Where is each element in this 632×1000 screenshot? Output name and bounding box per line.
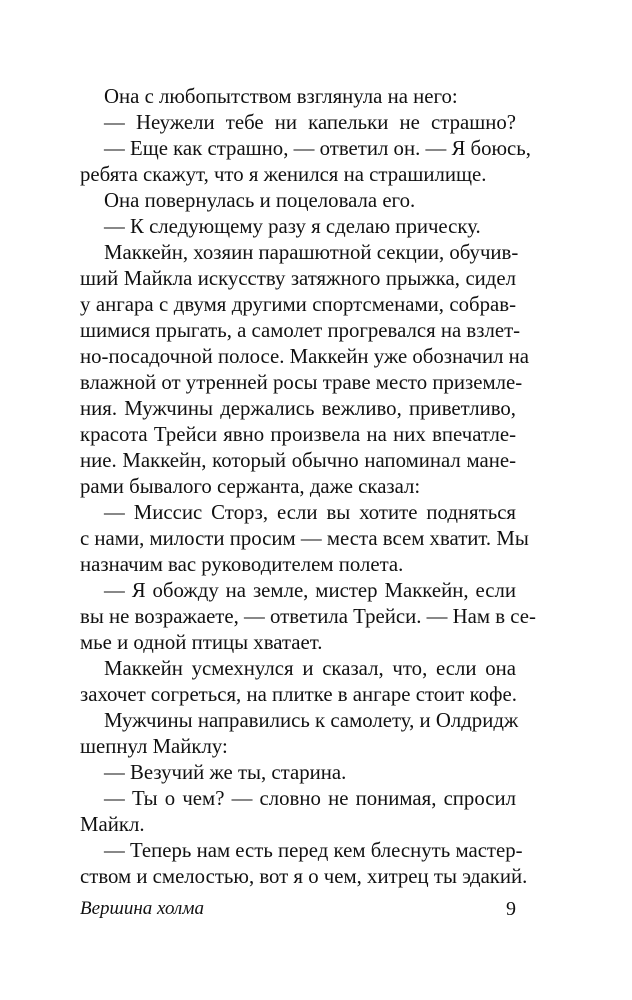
text-line: — Ты о чем? — словно не понимая, спросил bbox=[104, 787, 516, 810]
text-line: вы не возражаете, — ответила Трейси. — Нам в се- bbox=[80, 605, 536, 628]
text-line: Она с любопытством взглянула на него: bbox=[104, 85, 458, 108]
text-line: Маккейн, хозяин парашютной секции, обучив- bbox=[104, 241, 519, 264]
text-line: шимися прыгать, а самолет прогревался на взлет- bbox=[80, 319, 521, 342]
text-line: мье и одной птицы хватает. bbox=[80, 631, 323, 654]
page-number: 9 bbox=[506, 898, 516, 920]
text-line: ние. Маккейн, который обычно напоминал мане- bbox=[80, 449, 516, 472]
text-line: Мужчины направились к самолету, и Олдридж bbox=[104, 709, 519, 732]
text-line: красота Трейси явно произвела на них впечатле- bbox=[80, 423, 516, 446]
text-line: — Теперь нам есть перед кем блеснуть мастер- bbox=[104, 839, 523, 862]
text-line: — Неужели тебе ни капельки не страшно? bbox=[104, 111, 516, 134]
text-line: шепнул Майклу: bbox=[80, 735, 228, 758]
text-line: ния. Мужчины держались вежливо, приветливо, bbox=[80, 397, 516, 420]
text-line: ством и смелостью, вот я о чем, хитрец ты эдакий. bbox=[80, 865, 528, 888]
text-line: ший Майкла искусству затяжного прыжка, сидел bbox=[80, 267, 516, 290]
text-line: но-посадочной полосе. Маккейн уже обозначил на bbox=[80, 345, 530, 368]
text-line: с нами, милости просим — места всем хватит. Мы bbox=[80, 527, 529, 550]
text-line: влажной от утренней росы траве место приземле- bbox=[80, 371, 523, 394]
text-line: рами бывалого сержанта, даже сказал: bbox=[80, 475, 421, 498]
text-line: — Я обожду на земле, мистер Маккейн, если bbox=[104, 579, 516, 602]
running-footer-title: Вершина холма bbox=[80, 898, 204, 919]
text-line: — Еще как страшно, — ответил он. — Я боюсь, bbox=[104, 137, 531, 160]
text-line: — Везучий же ты, старина. bbox=[104, 761, 347, 784]
text-line: ребята скажут, что я женился на страшилище. bbox=[80, 163, 487, 186]
text-line: — К следующему разу я сделаю прическу. bbox=[104, 215, 481, 238]
text-line: Маккейн усмехнулся и сказал, что, если она bbox=[104, 657, 516, 680]
text-line: — Миссис Сторз, если вы хотите подняться bbox=[104, 501, 516, 524]
text-line: у ангара с двумя другими спортсменами, собрав- bbox=[80, 293, 516, 316]
text-line: захочет согреться, на плитке в ангаре стоит кофе. bbox=[80, 683, 517, 706]
text-line: Она повернулась и поцеловала его. bbox=[104, 189, 416, 212]
text-line: Майкл. bbox=[80, 813, 145, 836]
text-line: назначим вас руководителем полета. bbox=[80, 553, 404, 576]
